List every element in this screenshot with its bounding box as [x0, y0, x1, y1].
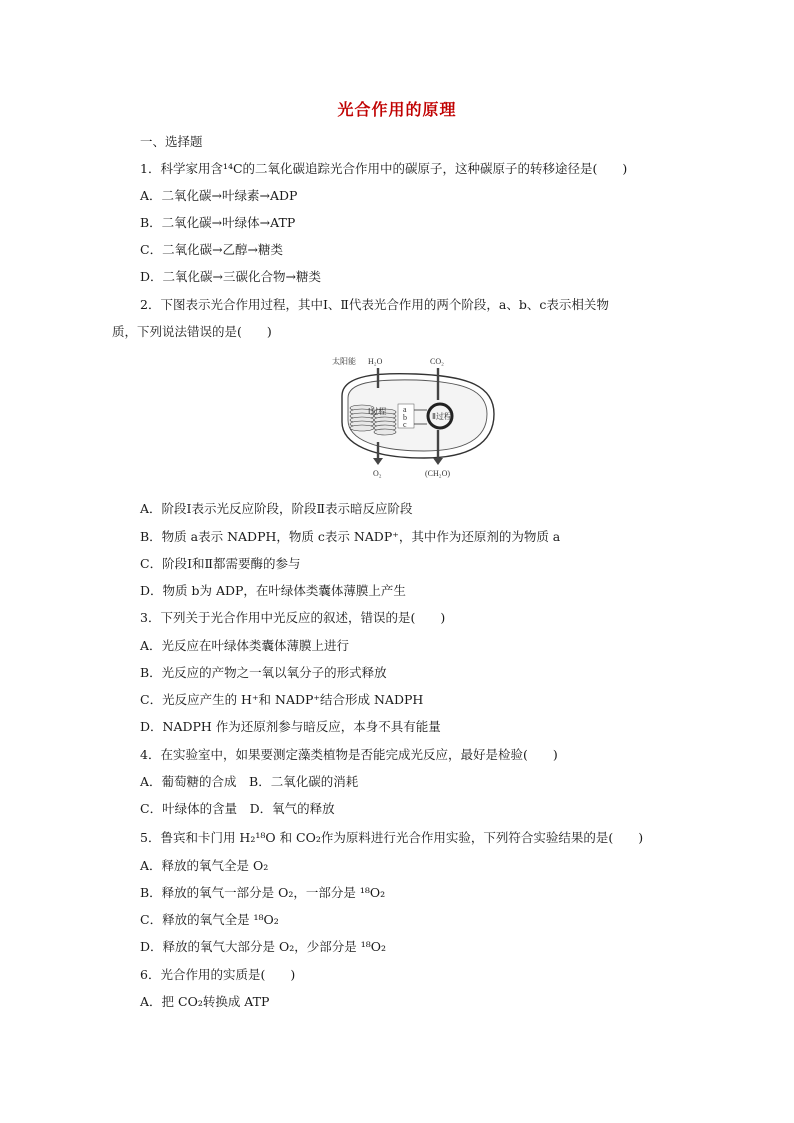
stage-1-label: Ⅰ过程 [368, 407, 387, 416]
h2o-label: H₂O [368, 357, 383, 366]
question-1-option-a: A．二氧化碳→叶绿素→ADP [140, 188, 298, 203]
page-title: 光合作用的原理 [337, 100, 457, 119]
question-1-option-c: C．二氧化碳→乙醇→糖类 [140, 242, 284, 257]
question-4-options-ab: A．葡萄糖的合成 B．二氧化碳的消耗 [140, 774, 359, 789]
question-3-option-a: A．光反应在叶绿体类囊体薄膜上进行 [140, 638, 350, 653]
question-3-option-c: C．光反应产生的 H⁺和 NADP⁺结合形成 NADPH [140, 692, 424, 707]
question-4-stem: 4．在实验室中，如果要测定藻类植物是否能完成光反应，最好是检验( ) [140, 747, 558, 762]
question-6-option-a: A．把 CO₂转换成 ATP [140, 994, 270, 1009]
question-5-option-b: B．释放的氧气一部分是 O₂，一部分是 ¹⁸O₂ [140, 885, 386, 900]
question-2-stem-line1: 2．下图表示光合作用过程，其中Ⅰ、Ⅱ代表光合作用的两个阶段，a、b、c表示相关物 [140, 297, 609, 312]
question-5-option-d: D．释放的氧气大部分是 O₂，少部分是 ¹⁸O₂ [140, 939, 387, 954]
question-2-option-d: D．物质 b为 ADP，在叶绿体类囊体薄膜上产生 [140, 583, 406, 598]
chloroplast-diagram [328, 352, 504, 484]
substance-c-label: c [403, 420, 407, 429]
question-2-stem-line2: 质，下列说法错误的是( ) [112, 324, 272, 339]
question-6-stem: 6．光合作用的实质是( ) [140, 967, 296, 982]
question-1-stem: 1．科学家用含¹⁴C的二氧化碳追踪光合作用中的碳原子，这种碳原子的转移途径是( ) [140, 161, 628, 176]
question-3-option-d: D．NADPH 作为还原剂参与暗反应，本身不具有能量 [140, 719, 441, 734]
question-2-option-b: B．物质 a表示 NADPH，物质 c表示 NADP⁺，其中作为还原剂的为物质 a [140, 529, 561, 544]
co2-label: CO₂ [430, 357, 444, 366]
substance-b-label: b [403, 413, 407, 422]
substance-a-label: a [403, 405, 407, 414]
question-3-stem: 3．下列关于光合作用中光反应的叙述，错误的是( ) [140, 610, 446, 625]
question-5-stem: 5．鲁宾和卡门用 H₂¹⁸O 和 CO₂作为原料进行光合作用实验，下列符合实验结果的是( ) [140, 830, 644, 845]
sun-energy-label: 太阳能 [332, 357, 356, 366]
question-2-option-a: A．阶段Ⅰ表示光反应阶段，阶段Ⅱ表示暗反应阶段 [140, 501, 413, 516]
question-4-options-cd: C．叶绿体的含量 D．氧气的释放 [140, 801, 335, 816]
question-1-option-b: B．二氧化碳→叶绿体→ATP [140, 215, 296, 230]
question-5-option-a: A．释放的氧气全是 O₂ [140, 858, 269, 873]
stage-2-label: Ⅱ过程 [432, 412, 452, 421]
o2-label: O₂ [373, 469, 382, 478]
question-2-option-c: C．阶段Ⅰ和Ⅱ都需要酶的参与 [140, 556, 301, 571]
ch2o-label: (CH₂O) [425, 469, 451, 478]
question-3-option-b: B．光反应的产物之一氧以氧分子的形式释放 [140, 665, 387, 680]
question-1-option-d: D．二氧化碳→三碳化合物→糖类 [140, 269, 321, 284]
question-5-option-c: C．释放的氧气全是 ¹⁸O₂ [140, 912, 279, 927]
section-heading: 一、选择题 [140, 134, 203, 149]
